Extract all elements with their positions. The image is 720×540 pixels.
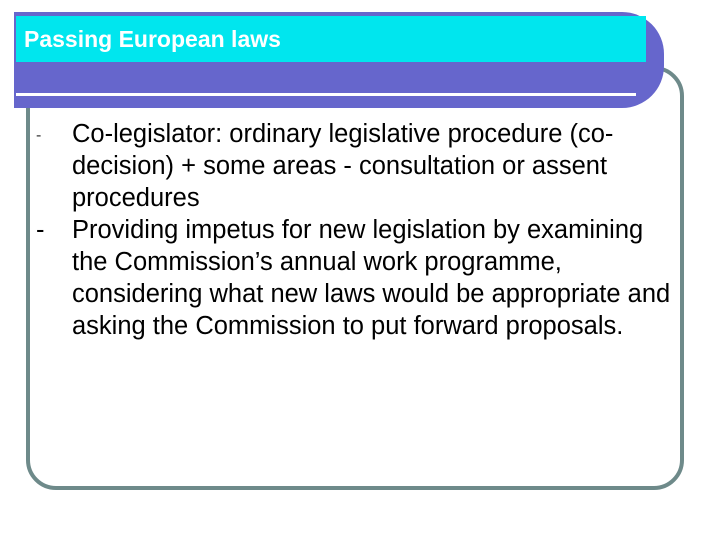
bullet-marker: - bbox=[36, 127, 42, 144]
bullet-marker: - bbox=[36, 216, 45, 244]
slide-title: Passing European laws bbox=[24, 26, 281, 52]
bullet-item-1 bbox=[36, 118, 676, 214]
bullet-text: Co-legislator: ordinary legislative procedure (co-decision) + some areas - consultation or assent procedures bbox=[72, 120, 614, 212]
title-underline bbox=[16, 93, 636, 96]
bullet-text: Providing impetus for new legislation by examining the Commission’s annual work programme, considering what new laws would be appropriate and asking the Commission to put forward proposals. bbox=[72, 216, 671, 340]
bullet-list bbox=[36, 118, 676, 342]
bullet-item-2 bbox=[36, 214, 676, 342]
